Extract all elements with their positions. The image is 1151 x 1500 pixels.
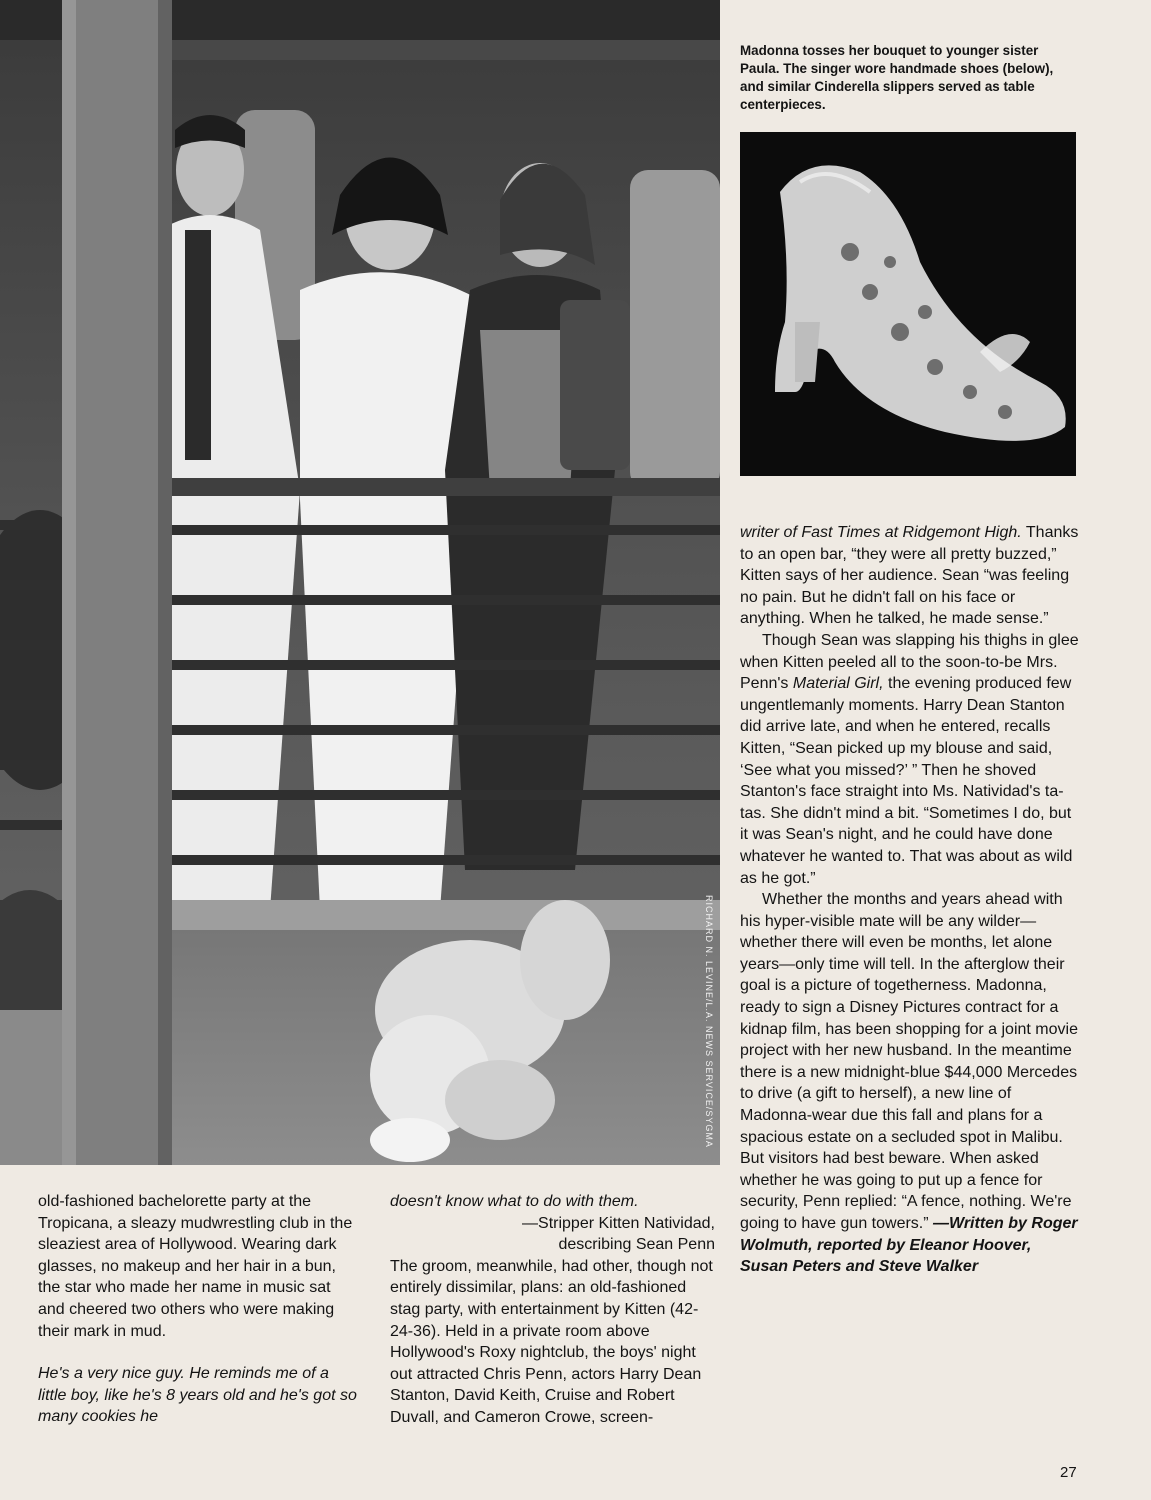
left-paragraph-1: old-fashioned bachelorette party at the Tropicana, a sleazy mudwrestling club in the sleaziest area of Hollywood. Wearing dark glasses, no makeup and her hair in a bun, the star who made her name in music sat and cheered two others who were making their mark in mud. [38,1193,353,1340]
byline: —Written by Roger Wolmuth, reported by Eleanor Hoover, Susan Peters and Steve Walker [740,1215,1078,1276]
right-paragraph-1 [740,522,1080,630]
middle-paragraph-1: The groom, meanwhile, had other, though not entirely dissimilar, plans: an old-fashioned stag party, with entertainment by Kitten (42-24-36). Held in a private room above Hollywood's Roxy nightclub, the boys' night out attracted Chris Penn, actors Harry Dean Stanton, David Keith, Cruise and Robert Duvall, and Cameron Crowe, screen- [390,1257,713,1426]
wedding-balcony-photo [0,0,720,1165]
song-title: Material Girl, [792,675,884,693]
page-number: 27 [1060,1464,1077,1481]
left-column-text [38,1191,358,1428]
right-column-text [740,522,1080,1278]
right-paragraph-3 [740,889,1080,1278]
cinderella-shoe-photo [740,132,1076,476]
kitten-quote-end: doesn't know what to do with them. [390,1193,639,1210]
photo-credit: RICHARD N. LEVINE/L.A. NEWS SERVICE/SYGMA [704,895,714,1148]
middle-column-text [390,1191,715,1429]
kitten-quote-start: He's a very nice guy. He reminds me of a little boy, like he's 8 years old and he's got so many cookies he [38,1365,357,1426]
right-paragraph-3-text: Whether the months and years ahead with his hyper-visible mate will be any wilder—whether there will even be months, let alone years—only time will tell. In the afterglow their goal is a picture of togetherness. Madonna, ready to sign a Disney Pictures contract for a kidnap film, has been shopping for a joint movie project with her new husband. In the meantime there is a new midnight-blue $44,000 Mercedes to drive (a gift to herself), a new line of Madonna-wear due this fall and plans for a spacious estate on a secluded spot in Malibu. But visitors had best beware. When asked whether he was going to put up a fence for security, Penn replied: “A fence, nothing. We're going to have gun towers.” [740,891,1078,1232]
movie-title: writer of Fast Times at Ridgemont High. [740,524,1022,541]
quote-attribution-name: —Stripper Kitten Natividad, [522,1214,715,1232]
balcony-scene-illustration [0,0,720,1165]
right-paragraph-2-text: the evening produced few ungentlemanly moments. Harry Dean Stanton did arrive late, and when he entered, recalls Kitten, “Sean picked up my blouse and said, ‘See what you missed?’ ” Then he shoved Stanton's face straight into Ms. Natividad's ta-tas. She didn't mind a bit. “Sometimes I do, but it was Sean's night, and he could have done whatever he wanted to. That was about as wild as he got.” [740,675,1073,887]
right-paragraph-1-text: Thanks to an open bar, “they were all pretty buzzed,” Kitten says of her audience. Sean “was feeling no pain. But he didn't fall on his face or anything. When he talked, he made sense.” [740,524,1079,628]
photo-caption: Madonna tosses her bouquet to younger sister Paula. The singer wore handmade shoes (below), and similar Cinderella slippers served as table centerpieces. [740,43,1054,112]
quote-attribution-detail: describing Sean Penn [558,1236,715,1254]
right-paragraph-2-start: Though Sean was slapping his thighs in glee when Kitten peeled all to the soon-to-be Mrs. Penn's [740,631,1079,693]
shoe-illustration [740,132,1076,476]
right-paragraph-2 [740,630,1080,889]
